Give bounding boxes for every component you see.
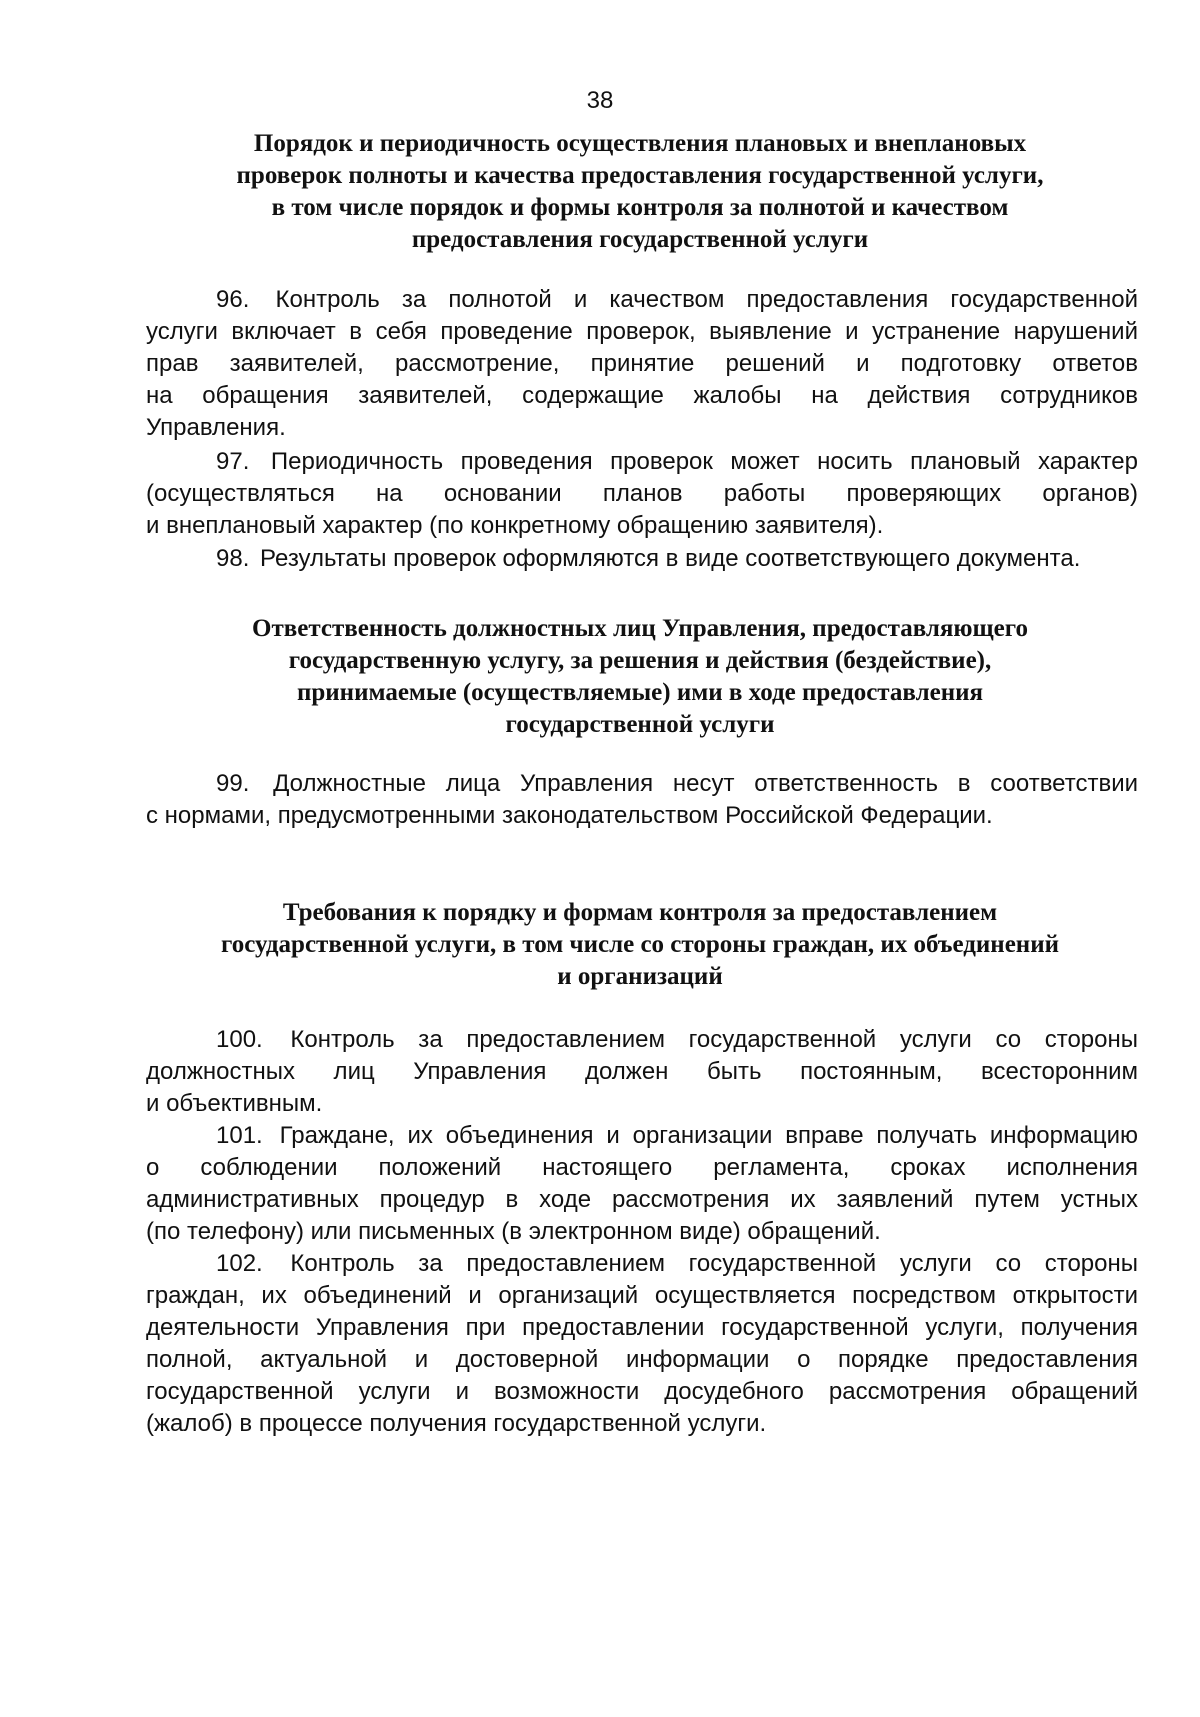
paragraph-number: 96. [216, 286, 250, 313]
paragraph-number: 97. [216, 448, 250, 475]
paragraph-line: 98. Результаты проверок оформляются в виде соответствующего документа. [216, 545, 1081, 572]
heading-line: государственную услугу, за решения и действия (бездействие), [288, 647, 992, 674]
paragraph-line: 102. Контроль за предоставлением государственной услуги со стороны [216, 1250, 1138, 1277]
paragraph-line: должностных лиц Управления должен быть постоянным, всесторонним [146, 1058, 1138, 1085]
paragraph-line: административных процедур в ходе рассмотрения их заявлений путем устных [146, 1186, 1138, 1213]
paragraph-line: полной, актуальной и достоверной информации о порядке предоставления [146, 1346, 1138, 1373]
heading-line: Требования к порядку и формам контроля за предоставлением [282, 899, 998, 926]
paragraph-number: 101. [216, 1122, 263, 1149]
paragraph-100 [146, 1024, 1138, 1120]
paragraph-line: Управления. [146, 414, 286, 441]
paragraph-number: 100. [216, 1026, 263, 1053]
paragraph-line: граждан, их объединений и организаций осуществляется посредством открытости [146, 1282, 1138, 1309]
paragraph-line: прав заявителей, рассмотрение, принятие решений и подготовку ответов [146, 350, 1138, 377]
paragraph-line: государственной услуги и возможности досудебного рассмотрения обращений [146, 1378, 1138, 1405]
paragraph-line: 97. Периодичность проведения проверок может носить плановый характер [216, 448, 1139, 475]
paragraph-line: и объективным. [146, 1090, 323, 1117]
paragraph-number: 98. [216, 545, 250, 572]
section-heading-responsibility [140, 613, 1140, 741]
paragraph-101 [146, 1120, 1138, 1248]
paragraph-line: на обращения заявителей, содержащие жалобы на действия сотрудников [146, 382, 1138, 409]
heading-line: проверок полноты и качества предоставления государственной услуги, [236, 162, 1044, 189]
heading-line: Порядок и периодичность осуществления плановых и внеплановых [253, 130, 1027, 157]
paragraph-line: 101. Граждане, их объединения и организации вправе получать информацию [216, 1122, 1138, 1149]
paragraph-99 [146, 768, 1138, 832]
paragraph-98 [146, 543, 1138, 575]
paragraph-line: (по телефону) или письменных (в электронном виде) обращений. [146, 1218, 881, 1245]
heading-line: и организаций [557, 963, 723, 990]
heading-line: государственной услуги [505, 711, 775, 738]
page-number: 38 [586, 87, 614, 114]
paragraph-number: 102. [216, 1250, 263, 1277]
paragraph-line: (жалоб) в процессе получения государственной услуги. [146, 1410, 767, 1437]
heading-line: государственной услуги, в том числе со стороны граждан, их объединений [220, 931, 1060, 958]
heading-line: в том числе порядок и формы контроля за полнотой и качеством [271, 194, 1009, 221]
paragraph-line: услуги включает в себя проведение проверок, выявление и устранение нарушений [146, 318, 1138, 345]
paragraph-line: деятельности Управления при предоставлении государственной услуги, получения [146, 1314, 1138, 1341]
section-heading-control-requirements [140, 897, 1140, 993]
section-heading-control-checks [140, 128, 1140, 256]
paragraph-line: 100. Контроль за предоставлением государственной услуги со стороны [216, 1026, 1138, 1053]
heading-line: Ответственность должностных лиц Управления, предоставляющего [252, 615, 1028, 642]
paragraph-line: 99. Должностные лица Управления несут ответственность в соответствии [216, 770, 1139, 797]
paragraph-line: 96. Контроль за полнотой и качеством предоставления государственной [216, 286, 1138, 313]
paragraph-line: и внеплановый характер (по конкретному обращению заявителя). [146, 512, 884, 539]
paragraph-number: 99. [216, 770, 250, 797]
paragraph-line: (осуществляться на основании планов работы проверяющих органов) [146, 480, 1138, 507]
heading-line: принимаемые (осуществляемые) ими в ходе предоставления [296, 679, 984, 706]
paragraph-96 [146, 284, 1138, 444]
paragraph-line: с нормами, предусмотренными законодательством Российской Федерации. [146, 802, 993, 829]
paragraph-line: о соблюдении положений настоящего регламента, сроках исполнения [146, 1154, 1138, 1181]
heading-line: предоставления государственной услуги [411, 226, 869, 253]
paragraph-102 [146, 1248, 1138, 1440]
paragraph-97 [146, 446, 1138, 542]
